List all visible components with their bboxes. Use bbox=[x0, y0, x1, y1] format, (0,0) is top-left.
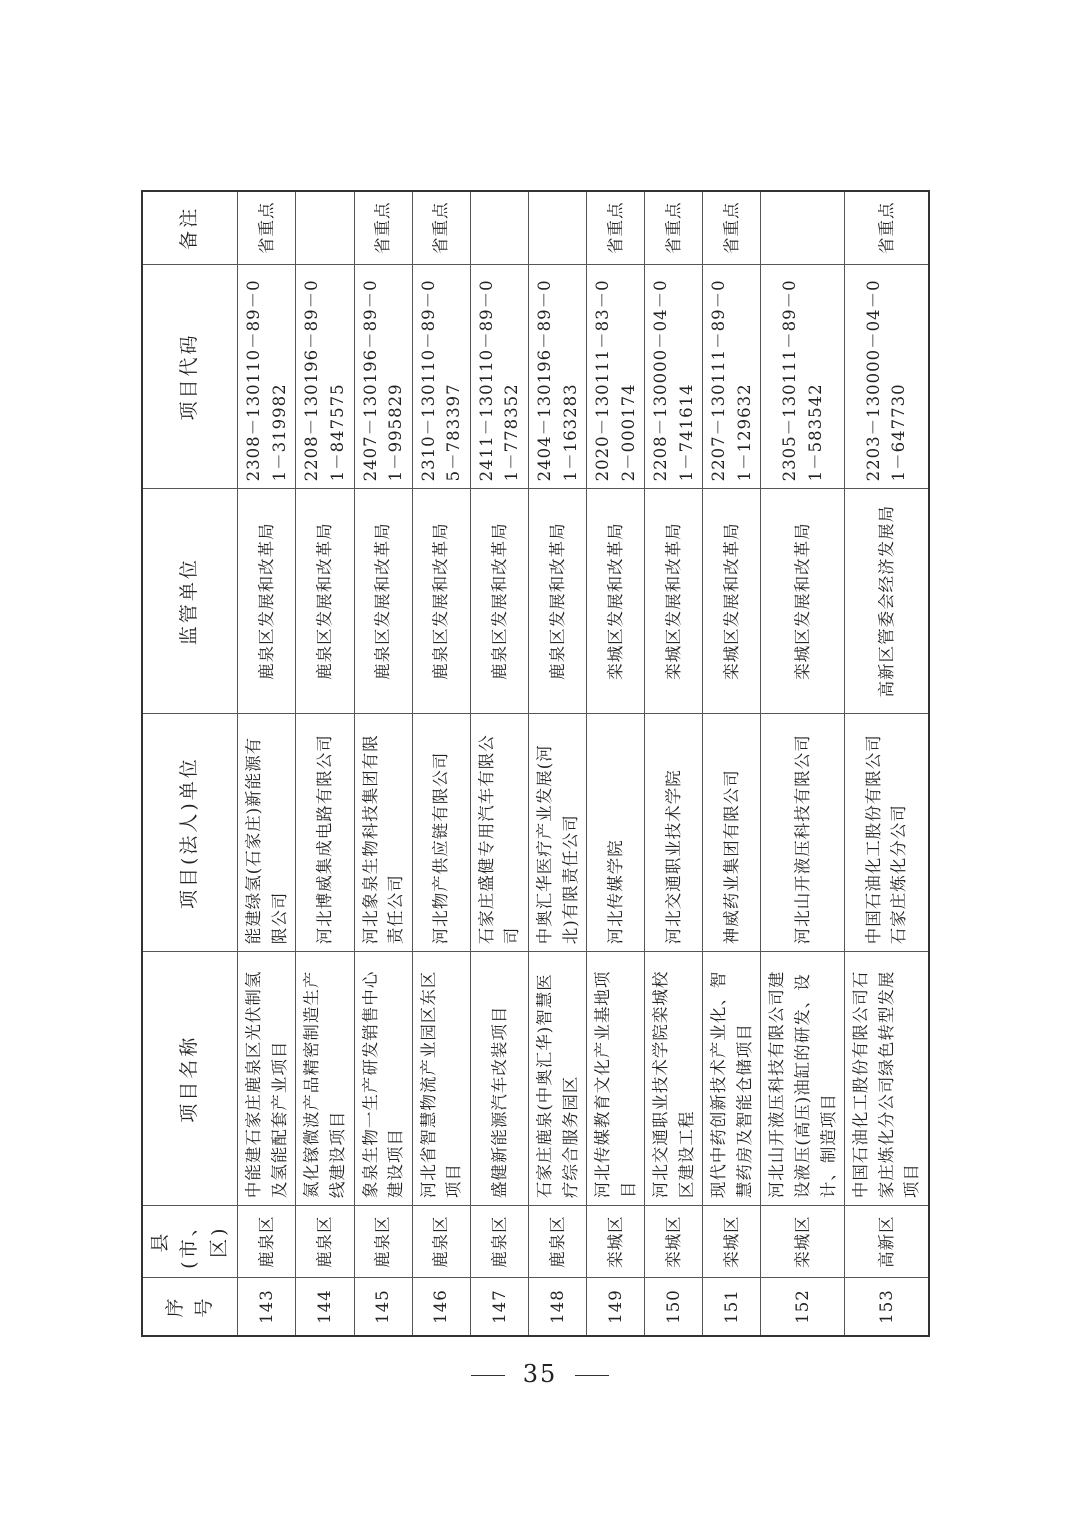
cell-note: 省重点 bbox=[412, 191, 470, 264]
cell-no: 152 bbox=[761, 1278, 845, 1336]
cell-no: 144 bbox=[296, 1278, 354, 1336]
cell-county: 鹿泉区 bbox=[412, 1206, 470, 1278]
cell-project-code: 2305－130111－89－01－583542 bbox=[761, 264, 845, 489]
cell-project-code: 2020－130111－83－02－000174 bbox=[587, 264, 645, 489]
cell-legal-unit: 河北博威集成电路有限公司 bbox=[296, 714, 354, 952]
page-number-right-dash bbox=[575, 1375, 609, 1377]
cell-county: 高新区 bbox=[845, 1206, 929, 1278]
cell-project-code: 2310－130110－89－05－783397 bbox=[412, 264, 470, 489]
page-number-left-dash bbox=[471, 1375, 505, 1377]
cell-legal-unit: 河北交通职业技术学院 bbox=[645, 714, 703, 952]
cell-legal-unit: 中国石油化工股份有限公司石家庄炼化分公司 bbox=[845, 714, 929, 952]
cell-note: 省重点 bbox=[587, 191, 645, 264]
cell-project-code: 2203－130000－04－01－647730 bbox=[845, 264, 929, 489]
cell-county: 鹿泉区 bbox=[296, 1206, 354, 1278]
table-row bbox=[354, 191, 412, 1336]
cell-project-name: 氮化镓微波产品精密制造生产线建设项目 bbox=[296, 952, 354, 1206]
cell-supervisor: 栾城区发展和改革局 bbox=[761, 489, 845, 714]
cell-no: 147 bbox=[470, 1278, 528, 1336]
cell-no: 145 bbox=[354, 1278, 412, 1336]
cell-supervisor: 高新区管委会经济发展局 bbox=[845, 489, 929, 714]
cell-no: 148 bbox=[528, 1278, 586, 1336]
cell-legal-unit: 能建绿氢(石家庄)新能源有限公司 bbox=[238, 714, 296, 952]
cell-project-code: 2411－130110－89－01－778352 bbox=[470, 264, 528, 489]
table-row bbox=[412, 191, 470, 1336]
header-no: 序号 bbox=[142, 1278, 238, 1336]
header-project-code: 项目代码 bbox=[142, 264, 238, 489]
cell-county: 鹿泉区 bbox=[470, 1206, 528, 1278]
rotated-table-page bbox=[141, 190, 927, 1337]
cell-no: 150 bbox=[645, 1278, 703, 1336]
cell-legal-unit: 河北象泉生物科技集团有限责任公司 bbox=[354, 714, 412, 952]
table-row bbox=[296, 191, 354, 1336]
header-supervisor: 监管单位 bbox=[142, 489, 238, 714]
cell-supervisor: 鹿泉区发展和改革局 bbox=[238, 489, 296, 714]
cell-project-name: 象泉生物一生产研发销售中心建设项目 bbox=[354, 952, 412, 1206]
cell-county: 栾城区 bbox=[645, 1206, 703, 1278]
cell-legal-unit: 河北传媒学院 bbox=[587, 714, 645, 952]
cell-county: 栾城区 bbox=[761, 1206, 845, 1278]
header-note: 备注 bbox=[142, 191, 238, 264]
cell-project-name: 中国石油化工股份有限公司石家庄炼化分公司绿色转型发展项目 bbox=[845, 952, 929, 1206]
cell-project-name: 石家庄鹿泉(中奥汇华)智慧医疗综合服务园区 bbox=[528, 952, 586, 1206]
cell-supervisor: 栾城区发展和改革局 bbox=[703, 489, 761, 714]
table-row bbox=[845, 191, 929, 1336]
cell-note: 省重点 bbox=[645, 191, 703, 264]
project-table bbox=[141, 190, 930, 1337]
cell-project-code: 2207－130111－89－01－129632 bbox=[703, 264, 761, 489]
cell-no: 151 bbox=[703, 1278, 761, 1336]
cell-legal-unit: 石家庄盛健专用汽车有限公司 bbox=[470, 714, 528, 952]
cell-supervisor: 栾城区发展和改革局 bbox=[587, 489, 645, 714]
table-row bbox=[761, 191, 845, 1336]
cell-project-name: 盛健新能源汽车改装项目 bbox=[470, 952, 528, 1206]
page-number-value: 35 bbox=[522, 1360, 558, 1388]
cell-no: 146 bbox=[412, 1278, 470, 1336]
cell-legal-unit: 河北物产供应链有限公司 bbox=[412, 714, 470, 952]
table-header-row bbox=[142, 191, 238, 1336]
cell-project-name: 河北山开液压科技有限公司建设液压(高压)油缸的研发、设计、制造项目 bbox=[761, 952, 845, 1206]
cell-supervisor: 栾城区发展和改革局 bbox=[645, 489, 703, 714]
cell-legal-unit: 河北山开液压科技有限公司 bbox=[761, 714, 845, 952]
cell-project-code: 2404－130196－89－01－163283 bbox=[528, 264, 586, 489]
cell-note bbox=[470, 191, 528, 264]
cell-county: 鹿泉区 bbox=[238, 1206, 296, 1278]
table-row bbox=[238, 191, 296, 1336]
cell-project-code: 2208－130196－89－01－847575 bbox=[296, 264, 354, 489]
cell-no: 143 bbox=[238, 1278, 296, 1336]
cell-county: 栾城区 bbox=[587, 1206, 645, 1278]
cell-county: 栾城区 bbox=[703, 1206, 761, 1278]
cell-legal-unit: 神威药业集团有限公司 bbox=[703, 714, 761, 952]
table-row bbox=[587, 191, 645, 1336]
cell-supervisor: 鹿泉区发展和改革局 bbox=[412, 489, 470, 714]
cell-county: 鹿泉区 bbox=[354, 1206, 412, 1278]
cell-note bbox=[761, 191, 845, 264]
cell-legal-unit: 中奥汇华医疗产业发展(河北)有限责任公司 bbox=[528, 714, 586, 952]
cell-project-code: 2407－130196－89－01－995829 bbox=[354, 264, 412, 489]
cell-no: 149 bbox=[587, 1278, 645, 1336]
cell-project-name: 现代中药创新技术产业化、智慧药房及智能仓储项目 bbox=[703, 952, 761, 1206]
cell-note bbox=[528, 191, 586, 264]
cell-supervisor: 鹿泉区发展和改革局 bbox=[528, 489, 586, 714]
cell-project-name: 河北省智慧物流产业园区东区项目 bbox=[412, 952, 470, 1206]
cell-note: 省重点 bbox=[845, 191, 929, 264]
cell-supervisor: 鹿泉区发展和改革局 bbox=[354, 489, 412, 714]
table-row bbox=[645, 191, 703, 1336]
cell-note: 省重点 bbox=[238, 191, 296, 264]
header-project-name: 项目名称 bbox=[142, 952, 238, 1206]
cell-project-code: 2308－130110－89－01－319982 bbox=[238, 264, 296, 489]
table-row bbox=[528, 191, 586, 1336]
cell-note: 省重点 bbox=[354, 191, 412, 264]
cell-note bbox=[296, 191, 354, 264]
header-legal-unit: 项目(法人)单位 bbox=[142, 714, 238, 952]
cell-project-code: 2208－130000－04－01－741614 bbox=[645, 264, 703, 489]
cell-county: 鹿泉区 bbox=[528, 1206, 586, 1278]
page-number bbox=[0, 1360, 1080, 1388]
cell-supervisor: 鹿泉区发展和改革局 bbox=[296, 489, 354, 714]
cell-project-name: 河北交通职业技术学院栾城校区建设工程 bbox=[645, 952, 703, 1206]
cell-supervisor: 鹿泉区发展和改革局 bbox=[470, 489, 528, 714]
cell-note: 省重点 bbox=[703, 191, 761, 264]
cell-project-name: 河北传媒教育文化产业基地项目 bbox=[587, 952, 645, 1206]
table-row bbox=[470, 191, 528, 1336]
cell-no: 153 bbox=[845, 1278, 929, 1336]
table-row bbox=[703, 191, 761, 1336]
header-county: 县(市、区) bbox=[142, 1206, 238, 1278]
cell-project-name: 中能建石家庄鹿泉区光伏制氢及氢能配套产业项目 bbox=[238, 952, 296, 1206]
